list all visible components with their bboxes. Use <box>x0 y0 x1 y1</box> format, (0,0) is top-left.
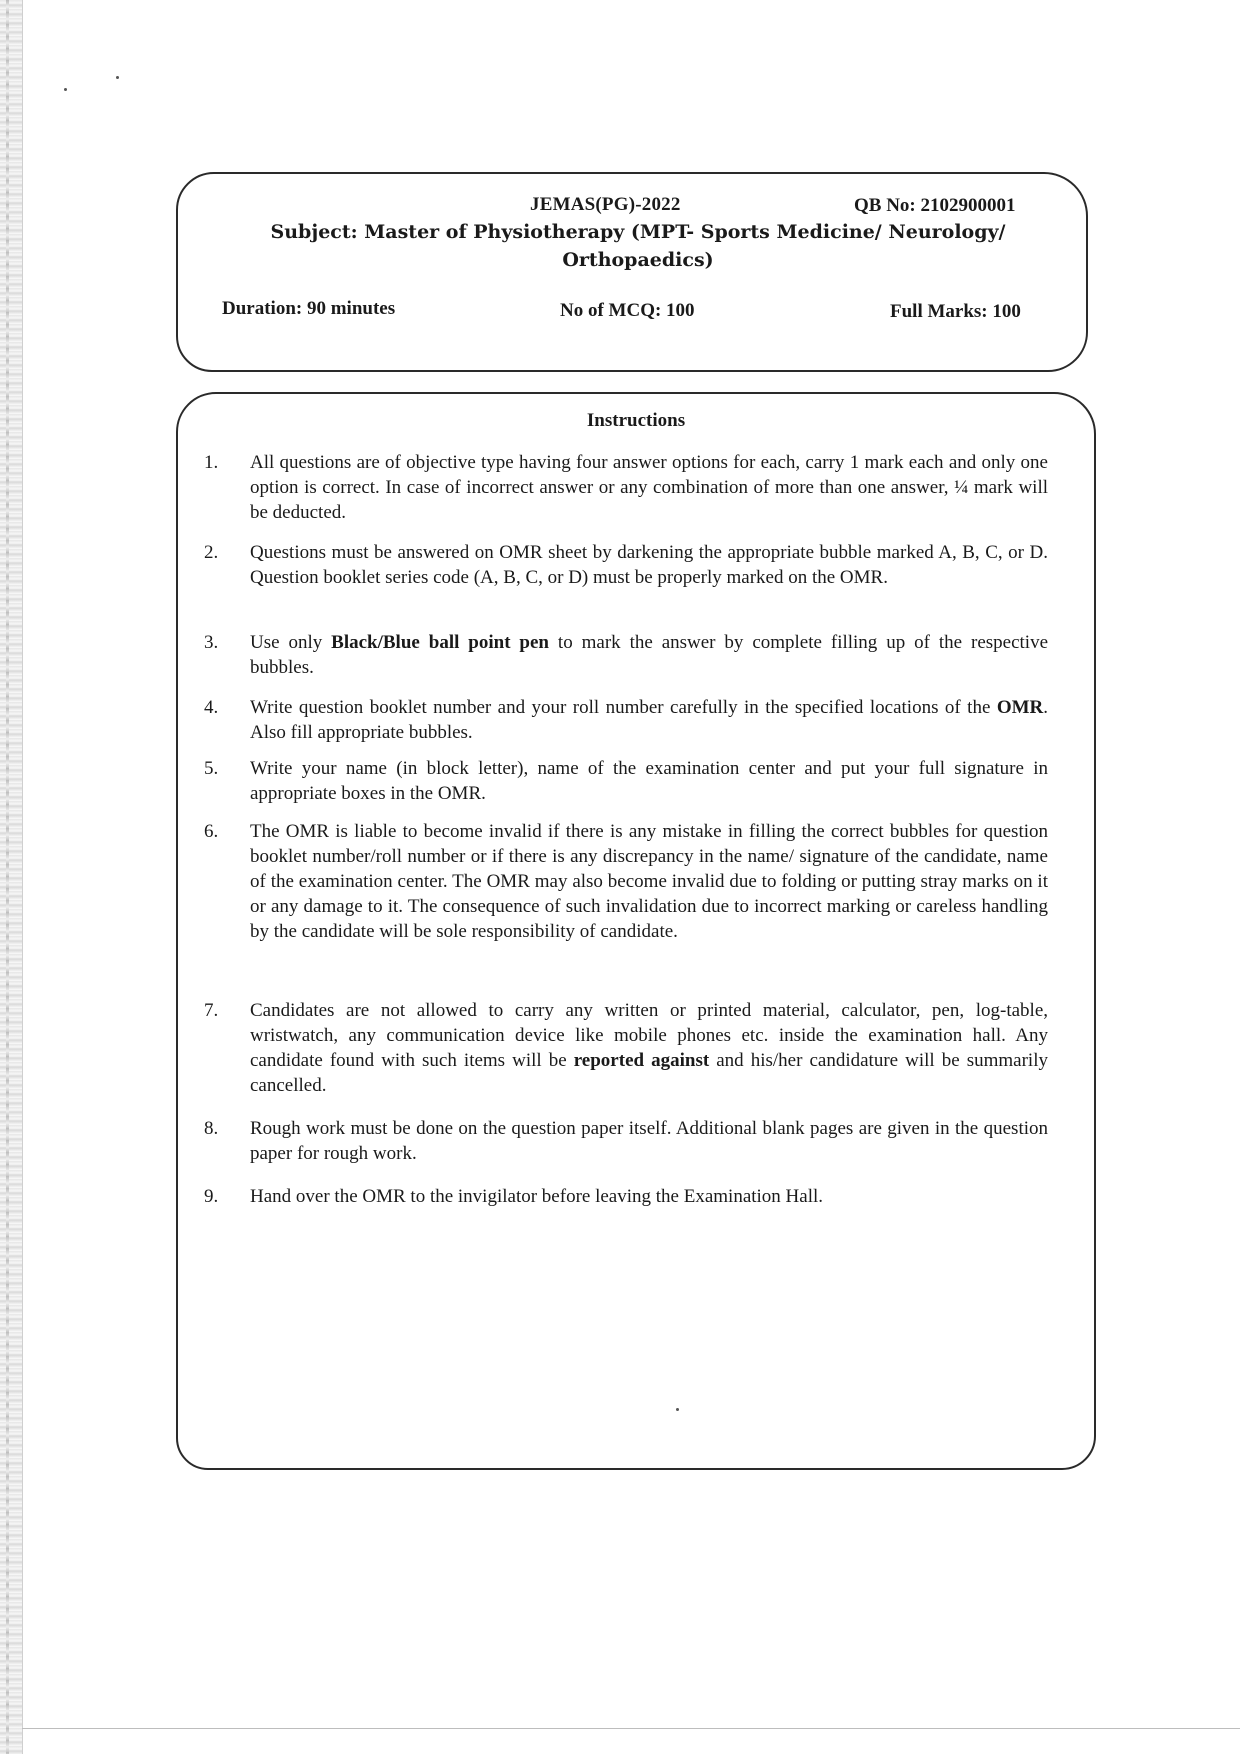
instruction-number: 5. <box>204 758 219 779</box>
instruction-text <box>250 630 1048 680</box>
full-marks: Full Marks: 100 <box>890 301 1021 322</box>
instructions-box <box>176 392 1096 1470</box>
text-segment: Use only <box>250 632 332 653</box>
instruction-number: 8. <box>204 1118 219 1139</box>
instruction-number: 9. <box>204 1186 219 1207</box>
instruction-number: 7. <box>204 1000 219 1021</box>
instruction-text <box>250 695 1048 745</box>
stray-mark <box>64 88 67 91</box>
mcq-count: No of MCQ: 100 <box>560 300 695 321</box>
text-segment: Candidates are not allowed to carry any written or printed material, calculator, pen, log-table, wristwatch, any communication device like mobile phones etc. inside the examination hall. Any candidate found with such items will be <box>250 1000 1048 1071</box>
subject-line-2: Orthopaedics) <box>562 249 714 271</box>
instruction-number: 6. <box>204 821 219 842</box>
text-segment: . Also fill appropriate bubbles. <box>250 697 1048 743</box>
text-segment: to mark the answer by complete filling up of the respective bubbles. <box>250 632 1049 678</box>
instruction-number: 3. <box>204 632 219 653</box>
instruction-number: 4. <box>204 697 219 718</box>
exam-header-box <box>176 172 1088 372</box>
instruction-number: 2. <box>204 542 219 563</box>
subject-title <box>238 218 1038 274</box>
instruction-text <box>250 998 1048 1098</box>
instruction-number: 1. <box>204 452 219 473</box>
duration: Duration: 90 minutes <box>222 298 396 319</box>
text-segment: and his/her candidature will be summarily cancelled. <box>250 1050 1048 1096</box>
instructions-title: Instructions <box>586 410 686 431</box>
stray-mark <box>116 76 119 79</box>
stray-mark <box>676 1408 679 1411</box>
emphasis-text: OMR <box>996 697 1044 718</box>
instruction-text: All questions are of objective type having four answer options for each, carry 1 mark each and only one option is correct. In case of incorrect answer or any combination of more than one answer, ¼ mark will be deducted. <box>250 452 1048 523</box>
scan-edge <box>0 0 23 1754</box>
emphasis-text: reported against <box>573 1050 710 1071</box>
bottom-rule <box>22 1728 1240 1729</box>
instruction-text: The OMR is liable to become invalid if there is any mistake in filling the correct bubbles for question booklet number/roll number or if there is any discrepancy in the name/ signature of the candidate, name of the examination center. The OMR may also become invalid due to folding or putting stray marks on it or any damage to it. The consequence of such invalidation due to incorrect marking or careless handling by the candidate will be sole responsibility of candidate. <box>250 821 1048 942</box>
subject-line-1: Subject: Master of Physiotherapy (MPT- Sports Medicine/ Neurology/ <box>270 221 1006 243</box>
instruction-text: Questions must be answered on OMR sheet by darkening the appropriate bubble marked A, B, C, or D. Question booklet series code (A, B, C, or D) must be properly marked on the OMR. <box>250 542 1048 588</box>
qb-number: QB No: 2102900001 <box>854 195 1016 216</box>
text-segment: Write question booklet number and your roll number carefully in the specified locations of the <box>250 697 997 718</box>
instruction-text: Rough work must be done on the question paper itself. Additional blank pages are given in the question paper for rough work. <box>250 1118 1048 1164</box>
instruction-text: Write your name (in block letter), name of the examination center and put your full signature in appropriate boxes in the OMR. <box>250 758 1048 804</box>
instruction-text: Hand over the OMR to the invigilator before leaving the Examination Hall. <box>250 1186 824 1207</box>
exam-name: JEMAS(PG)-2022 <box>530 194 681 215</box>
emphasis-text: Black/Blue ball point pen <box>331 632 550 653</box>
